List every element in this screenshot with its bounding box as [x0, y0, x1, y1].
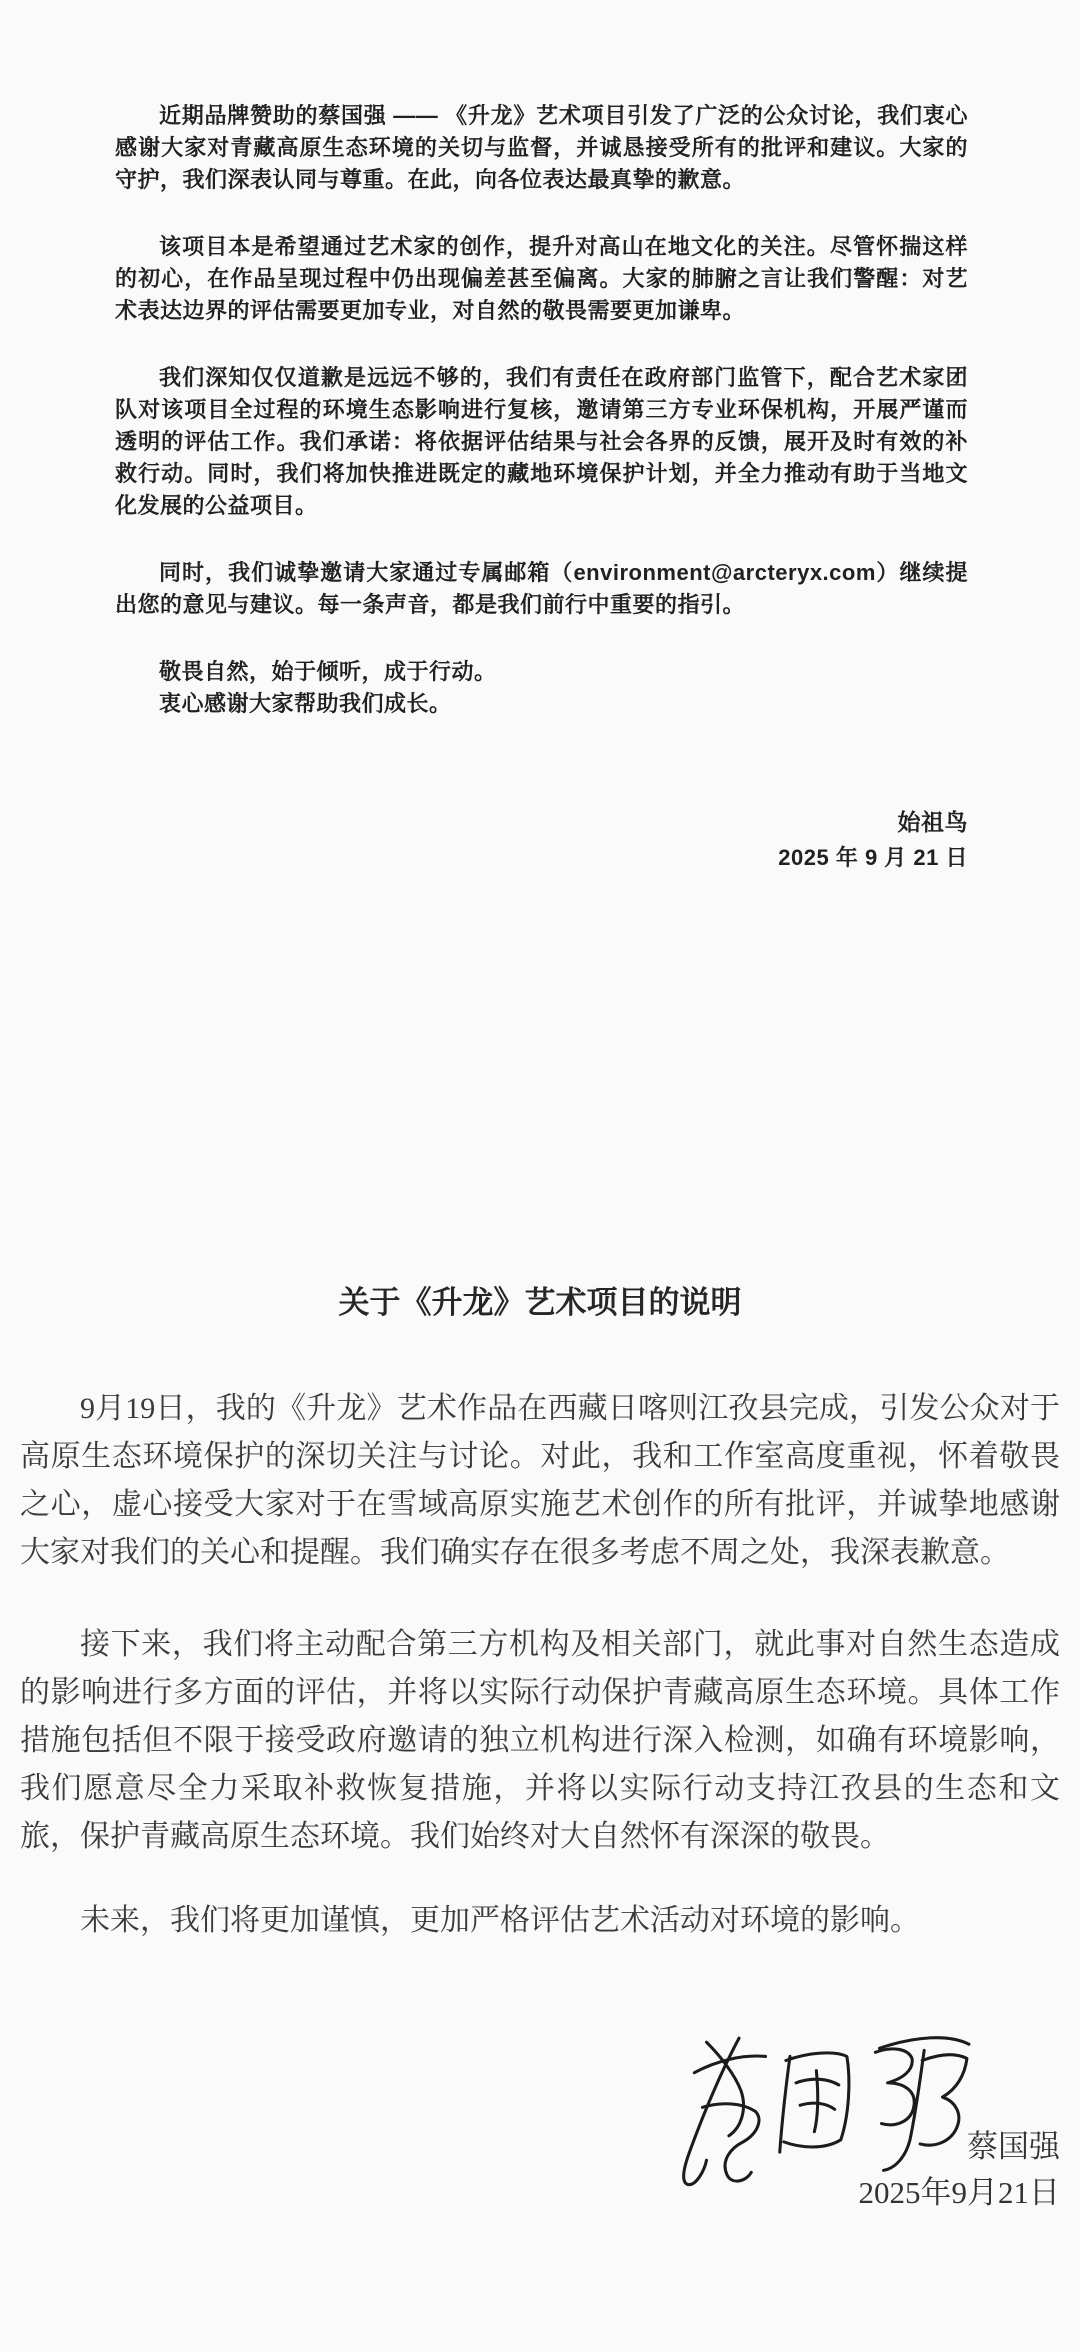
statement-paragraph: 我们深知仅仅道歉是远远不够的，我们有责任在政府部门监管下，配合艺术家团队对该项目全过程的环境生态影响进行复核，邀请第三方专业环保机构，开展严谨而透明的评估工作。我们承诺：将依据评估结果与社会各界的反馈，展开及时有效的补救行动。同时，我们将加快推进既定的藏地环境保护计划，并全力推动有助于当地文化发展的公益项目。 — [115, 365, 968, 518]
closing-lines — [115, 656, 968, 720]
signature-block — [20, 2015, 1060, 2304]
signer-name: 始祖鸟 — [897, 809, 968, 835]
statement-title: 关于《升龙》艺术项目的说明 — [338, 1285, 742, 1320]
statement-paragraph: 同时，我们诚挚邀请大家通过专属邮箱（environment@arcteryx.com）继续提出您的意见与建议。每一条声音，都是我们前行中重要的指引。 — [115, 560, 968, 617]
statement-paragraph: 未来，我们将更加谨慎，更加严格评估艺术活动对环境的影响。 — [80, 1904, 920, 1937]
statement-paragraph: 接下来，我们将主动配合第三方机构及相关部门，就此事对自然生态造成的影响进行多方面的评估，并将以实际行动保护青藏高原生态环境。具体工作措施包括但不限于接受政府邀请的独立机构进行深入检测，如确有环境影响，我们愿意尽全力采取补救恢复措施，并将以实际行动支持江孜县的生态和文旅，保护青藏高原生态环境。我们始终对大自然怀有深深的敬畏。 — [20, 1628, 1060, 1853]
signature-block — [115, 804, 968, 876]
closing-line: 敬畏自然，始于倾听，成于行动。 — [159, 659, 497, 684]
signature-date: 2025 年 9 月 21 日 — [778, 845, 968, 870]
statement-paragraph: 近期品牌赞助的蔡国强 —— 《升龙》艺术项目引发了广泛的公众讨论，我们衷心感谢大家对青藏高原生态环境的关切与监督，并诚恳接受所有的批评和建议。大家的守护，我们深表认同与尊重。在此，向各位表达最真挚的歉意。 — [115, 103, 968, 192]
closing-line: 衷心感谢大家帮助我们成长。 — [159, 691, 452, 716]
statement-paragraph: 9月19日，我的《升龙》艺术作品在西藏日喀则江孜县完成，引发公众对于高原生态环境保护的深切关注与讨论。对此，我和工作室高度重视，怀着敬畏之心，虚心接受大家对于在雪域高原实施艺术创作的所有批评，并诚挚地感谢大家对我们的关心和提醒。我们确实存在很多考虑不周之处，我深表歉意。 — [20, 1392, 1060, 1569]
arcteryx-statement — [0, 0, 1080, 876]
cai-guoqiang-statement — [0, 1283, 1080, 2304]
signature-date: 2025年9月21日 — [858, 2175, 1060, 2210]
statement-paragraph: 该项目本是希望通过艺术家的创作，提升对高山在地文化的关注。尽管怀揣这样的初心，在作品呈现过程中仍出现偏差甚至偏离。大家的肺腑之言让我们警醒：对艺术表达边界的评估需要更加专业，对自然的敬畏需要更加谦卑。 — [115, 234, 968, 323]
signer-name: 蔡国强 — [967, 2129, 1060, 2164]
